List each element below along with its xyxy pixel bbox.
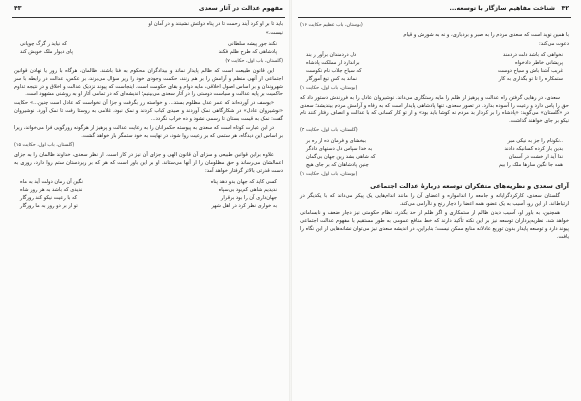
verse-hemistich: به خواری نظر کرد در اهل شهر <box>211 202 277 209</box>
left-page-number: ۴۳ <box>14 5 22 12</box>
verse-couplet <box>300 153 569 161</box>
verse-couplet <box>14 194 283 202</box>
right-verse-2 <box>300 137 569 169</box>
right-page <box>296 0 573 401</box>
verse-hemistich: ندیدیم شاهی کم‌بود بی‌سپاه <box>218 186 277 193</box>
verse-couplet <box>14 40 283 48</box>
verse-hemistich: نخواهی که باشد دلت دردمند <box>503 51 563 58</box>
left-verse-1 <box>14 40 283 56</box>
verse-couplet <box>300 161 569 169</box>
left-paragraph-2: «یوسف در آورده‌اند که عمر عدل مظلوم بستد... و خواسته زر بگرفت و جزا آن نخواست که عادل است چنین...» حکایت «نوشیروان عادل» در شکارگاهی نمک آوردند و صیدی کباب کردند و نمک نبود، غلامی به روستا رفت تا نمک آورد. نوشیروان گفت: نمک به قیمت بستان تا رسمی نشود و ده خراب نگردد... <box>14 100 283 123</box>
verse-hemistich: نکند جور پیشه سلطانی <box>227 40 277 47</box>
left-verse-2 <box>14 178 283 210</box>
verse-couplet <box>300 51 569 59</box>
verse-hemistich: که با رعیت نیکو کند روزگار <box>20 194 78 201</box>
verse-hemistich: ستمکاره را تا تو بگذاری به کار <box>498 75 563 82</box>
verse-hemistich: براندازد از مملکت پادشاه <box>306 59 360 66</box>
right-paragraph-3: همچنین، به باور او، آسیب دیدن ظالم از ستمکاری و اگر ظلم از حد بگذرد، نظام حکومتی نیز دچار ضعف و نابسامانی خواهد شد. نظریه‌پردازان توسعه نیز بر این نکته تأکید دارند که خط منافع عمومی به طور مستقیم با مفهوم عدالت اجتماعی پیوند دارد و توسعه پایدار بدون توزیع عادلانه منابع ممکن نیست؛ بنابراین، در اندیشه سعدی نیز می‌توان نشانه‌هایی از این نگاه را یافت. <box>300 209 569 240</box>
verse-couplet <box>14 202 283 210</box>
verse-hemistich: ندیدی که باشد به هر روز شاه <box>20 186 83 193</box>
verse-hemistich: کسی کاید که جهان بدو دهد پناه <box>210 178 277 185</box>
verse-hemistich: به خدا سپاس دل دستهای دادگر <box>306 146 373 153</box>
left-paragraph-4: علاوه براین قوانین طبیعی و سزای آن قانون الهی و جزای آن نیز در کار است. از نظر سعدی، خداوند ظالمان را به جزای اعمالشان می‌رساند و حق مظلومان را از آنها می‌ستاند. او بر این باور است که هر که بر زیردستان ستم روا دارد، روزی به دست قدرتی بالاتر گرفتار خواهد آمد: <box>14 151 283 174</box>
right-page-number: ۴۲ <box>561 5 569 12</box>
verse-hemistich: که شاهی بشد زین جهان بی‌گمان <box>306 154 376 161</box>
verse-hemistich: همه جا نگین سازها ملک را بیم <box>498 162 563 169</box>
verse-hemistich: تو از بر دو روز به ما روزگار <box>20 202 78 209</box>
verse-couplet <box>14 186 283 194</box>
verse-hemistich: ..نکونام را جز به نیکی مبر <box>507 138 563 145</box>
verse-hemistich: که سیاح جلاب نام نکوست <box>306 67 362 74</box>
verse-couplet <box>14 178 283 186</box>
left-running-title: مفهوم عدالت در آثار سعدی <box>198 5 283 12</box>
verse-hemistich: نگین آن زمان دولت آید به ماه <box>20 178 83 185</box>
verse-hemistich: دل دردمندان برآور ز بند <box>306 51 357 58</box>
left-source-2: (گلستان، باب اول، حکایت ۱۵) <box>14 142 75 148</box>
left-source-1: (گلستان، باب اول، حکایت ۷) <box>225 58 283 64</box>
right-source-3: (بوستان، باب اول، حکایت ۱) <box>300 172 358 178</box>
left-paragraph-3: در این عبارت کوتاه است که سعدی به پیوسته حکمرانان را به رعایت عدالت و پرهیز از هرگونه زورگویی فرا می‌خواند، زیرا بر اساس این دیدگاه، هر ستمی که بر رعیت روا شود، در نهایت به خود ستمگر باز خواهد گشت. <box>14 125 283 139</box>
verse-couplet <box>300 137 569 145</box>
verse-hemistich: چنین پادشاهان که بر جای هیچ <box>306 162 369 169</box>
verse-hemistich: بدین باز کرده کسانیکه دادند <box>504 146 563 153</box>
verse-hemistich: غریب آشنا باش و سیاح دوست <box>497 67 563 74</box>
right-page-header <box>296 5 573 17</box>
section-heading: آرای سعدی و نظریه‌های متفکران توسعه دربارۀ عدالت اجتماعی <box>370 182 569 191</box>
right-page-body <box>300 21 569 401</box>
verse-hemistich: که نیاید ز گرگ چوپانی <box>20 40 67 47</box>
verse-hemistich: نماند به کس تیغ آموزگار <box>306 75 357 82</box>
left-page-body <box>14 21 283 401</box>
left-intro-cont: نیست.» <box>265 29 283 36</box>
book-gutter <box>289 0 292 401</box>
verse-couplet <box>300 67 569 75</box>
left-intro: باید تا بر او کرد آیند رحمت تا در پناه دولتش نشینند و در آمان او <box>148 21 283 27</box>
verse-hemistich: ندا آید از خشت در آسمان <box>508 154 563 161</box>
verse-couplet <box>300 59 569 67</box>
right-header-rule <box>298 17 571 18</box>
right-intro-cont: دعوت می‌کند: <box>539 40 569 47</box>
verse-couplet <box>14 48 283 56</box>
right-source-1: (بوستان، باب اول، حکایت ۱) <box>300 85 358 91</box>
verse-hemistich: پای دیوار ملک خویش کند <box>20 48 73 55</box>
right-paragraph-1: سعدی، در رهایی گرفتن راه عدالت و پرهیز از ظلم را مایه رستگاری می‌داند. نوشیروان عادل را به فرزندش دستور داد که حق را پاس دارد و رعیت را آسوده بدارد. در تصور سعدی، تنها پادشاهی پایدار است که به رفاه و آرامش مردم بیندیشد؛ سعدی در «گلستان» می‌گوید: «پادشاه را بر کردار بد مردم نه کوشا باید بود» و از تو کار کسانی که با عدالت و انصاف رفتار کنند نام نیکو بر جای خواهند گذاشت. <box>300 94 569 125</box>
verse-couplet <box>300 75 569 83</box>
left-header-rule <box>12 17 285 18</box>
verse-couplet <box>300 145 569 153</box>
left-page-header <box>10 5 287 17</box>
right-source-2: (گلستان، باب اول، حکایت ۴) <box>300 128 358 134</box>
right-running-title: شناخت مفاهیم سازگار با توسعه... <box>449 5 555 12</box>
right-source-0: (بوستان، باب عظیم حکایت ۱۶) <box>300 23 363 28</box>
right-verse-1 <box>300 51 569 83</box>
verse-hemistich: جهان‌داری آن را بود برقرار <box>220 194 277 201</box>
left-page <box>10 0 287 401</box>
left-paragraph-1: این قانون طبیعت است که ظالم پایدار نماند و بیدادگران محکوم به فنا باشند. ظالمان، هرگاه با زور یا نهادن قوانین اجتماعی از آنهی منظم و آرامش را بر هم زنند، حکمت وجودی خود را زیر سؤال می‌برند، بر عکس، عدالت در رابطه با سر شهروندان و بر اساس اصول اخلاقی، مایه دوام و بقای حکومت است. اینجاست که پیوند نزدیک عدالت و اخلاق و در نتیجه تداوم حاکمیت بر پایه عدالت و سیاست دوستی را در آثار سعدی می‌بینیم؛ اندیشه‌ای که در تمامی آثار او به روشنی مشهود است. <box>14 67 283 98</box>
verse-hemistich: ببخشای و فرمان ده از ره بر <box>306 138 366 145</box>
right-paragraph-2: گلستان سعدی، کارکردگرایانه و جامعه را اندامواره و اعضای آن را مانند اندام‌هایی یک پیکر می‌داند که با یکدیگر در ارتباط‌اند. از این رو، آسیب به یک عضو، همه اعضا را دچار رنج و ناآرامی می‌کند. <box>300 193 569 207</box>
right-intro: با همین نوید است که سعدی مردم را به صبر و بردباری، و نه به شورش و قیام <box>403 31 569 38</box>
verse-hemistich: پادشاهی که طرح ظلم فکند <box>218 48 277 55</box>
verse-hemistich: پریشانی خاطر دادخواه <box>514 59 563 66</box>
